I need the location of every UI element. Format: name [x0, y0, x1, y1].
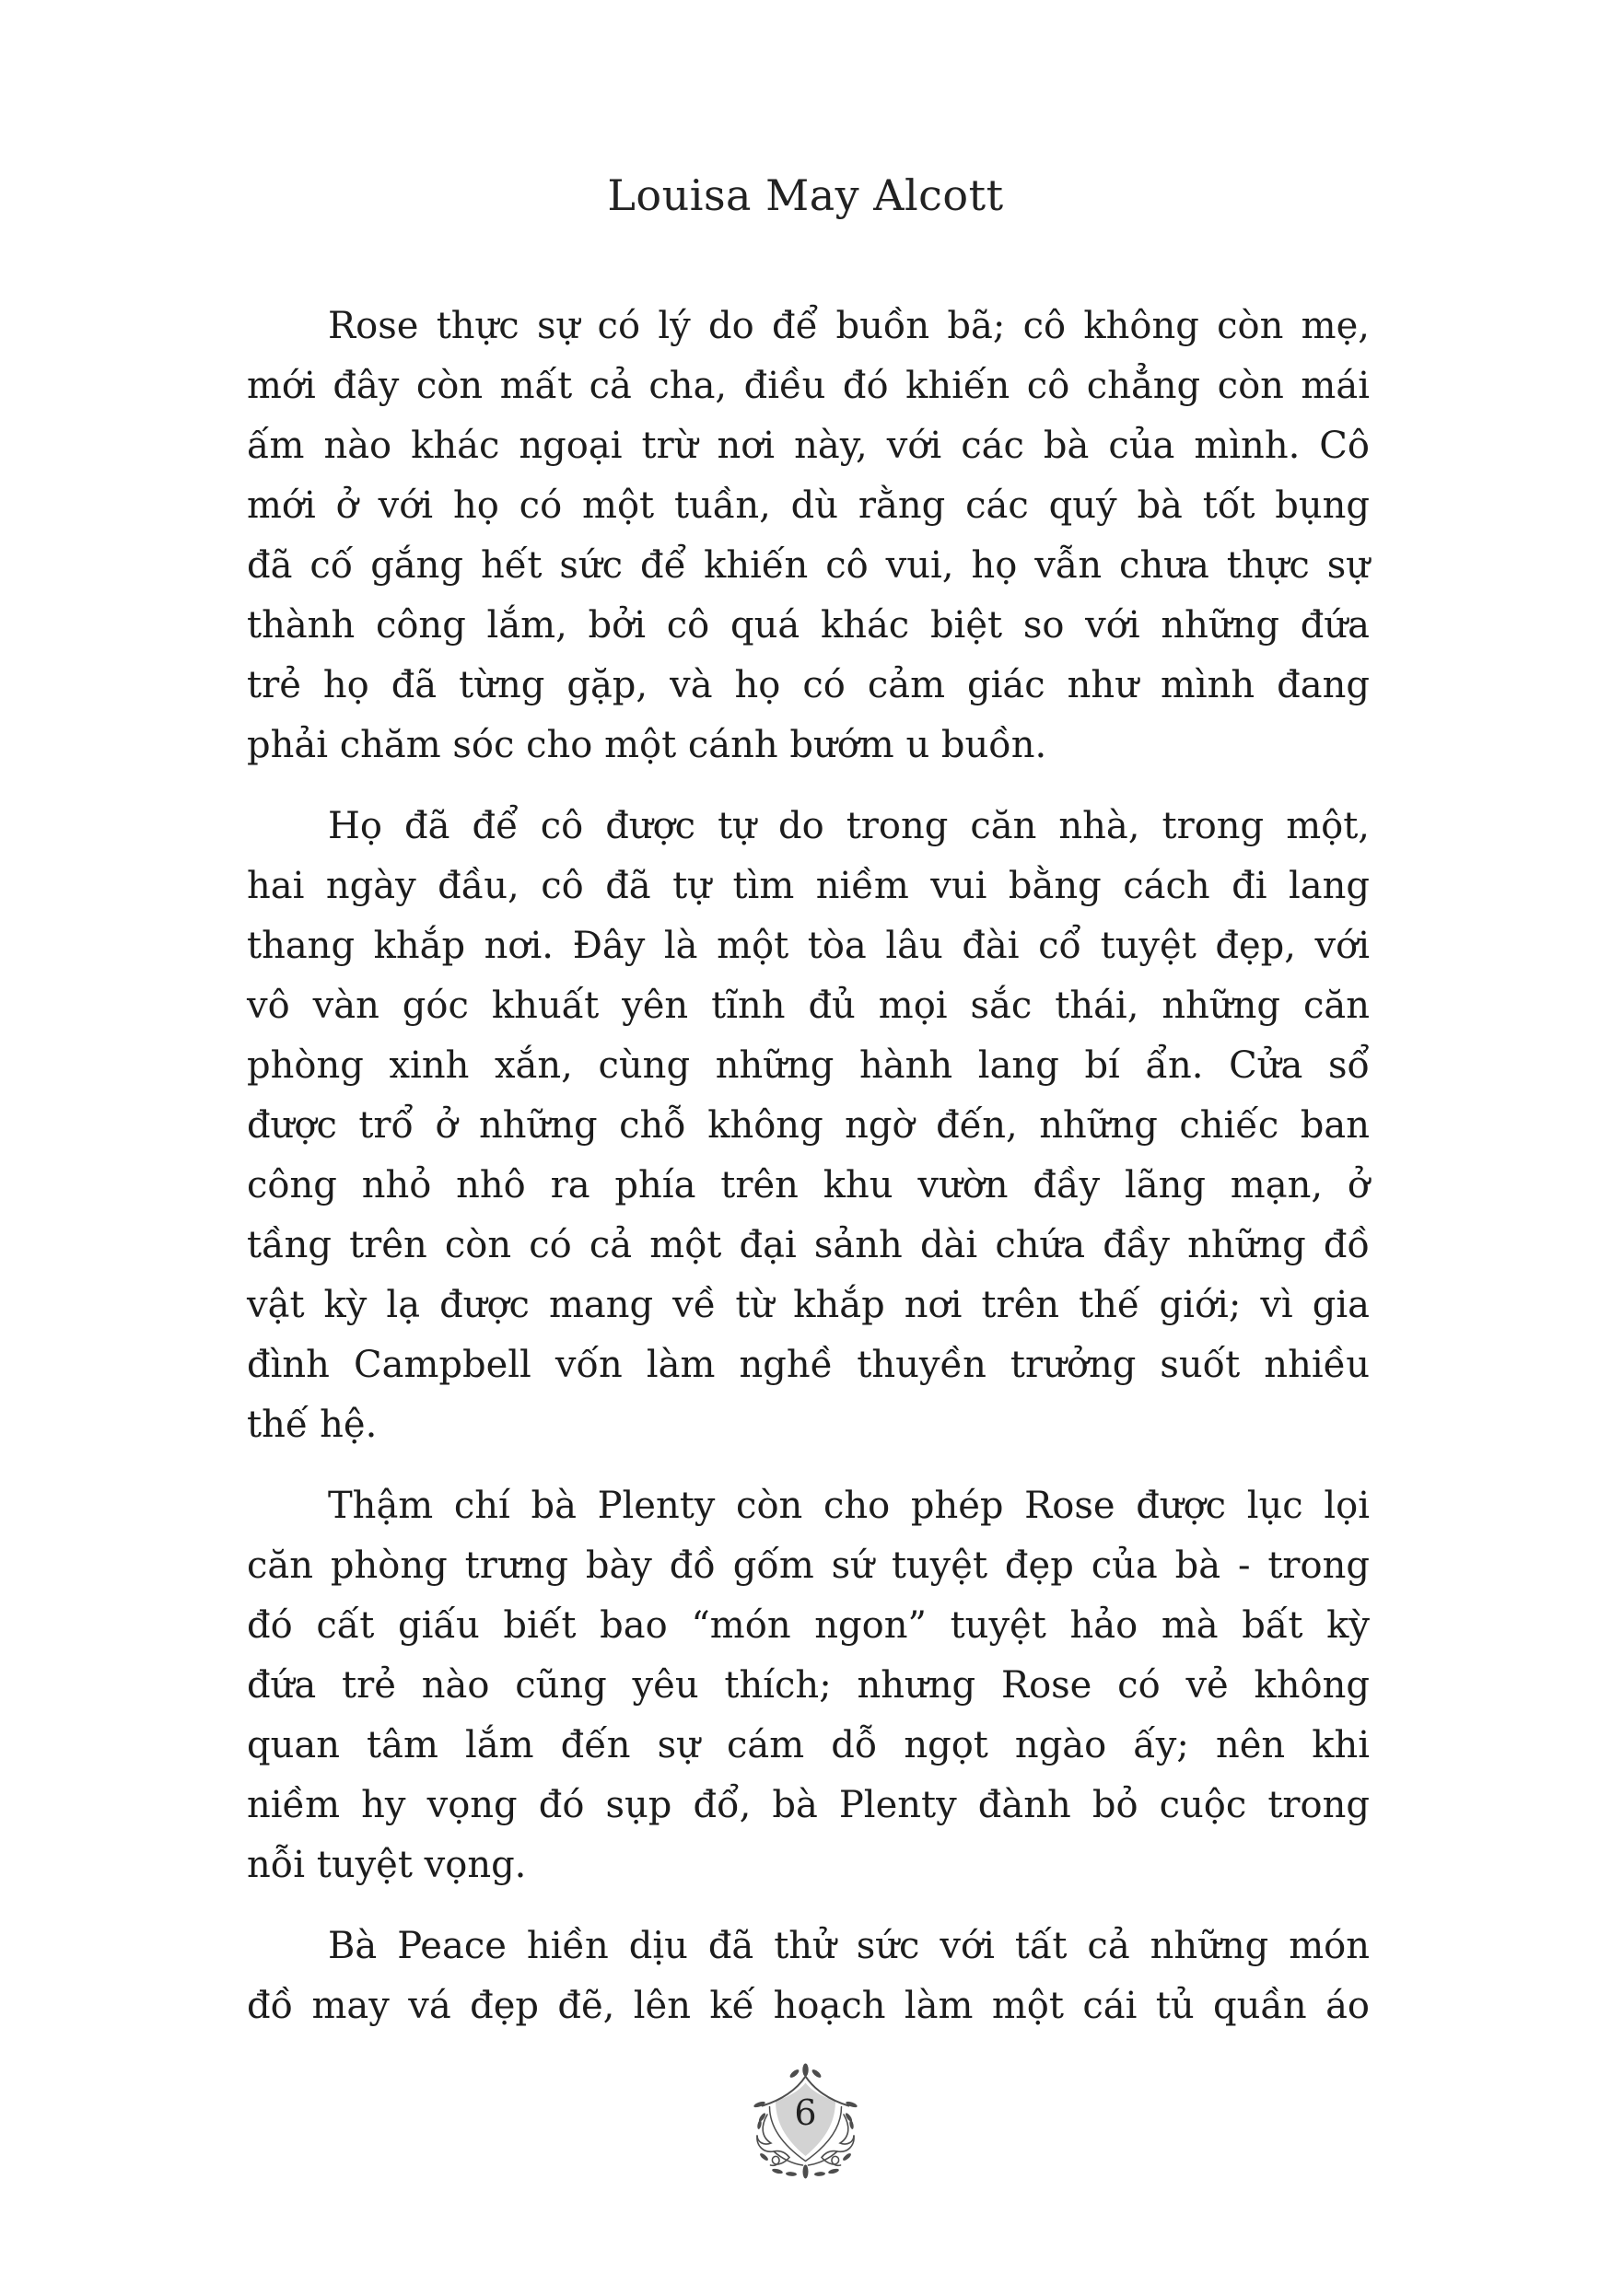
text-line: mới ở với họ có một tuần, dù rằng các quý bà tốt bụng	[247, 484, 1370, 527]
text-line: thế hệ.	[247, 1404, 378, 1446]
text-line: nỗi tuyệt vọng.	[247, 1844, 527, 1886]
text-line: đình Campbell vốn làm nghề thuyền trưởng suốt nhiều	[247, 1344, 1370, 1386]
text-line: hai ngày đầu, cô đã tự tìm niềm vui bằng cách đi lang	[247, 865, 1370, 907]
text-line: tầng trên còn có cả một đại sảnh dài chứa đầy những đồ	[247, 1224, 1370, 1266]
text-line: vật kỳ lạ được mang về từ khắp nơi trên thế giới; vì gia	[247, 1284, 1370, 1326]
page-title: Louisa May Alcott	[607, 170, 1004, 220]
paragraph	[247, 1917, 1370, 2036]
text-line: phải chăm sóc cho một cánh bướm u buồn.	[247, 724, 1047, 766]
paragraph	[247, 797, 1370, 1455]
text-line: thành công lắm, bởi cô quá khác biệt so với những đứa	[247, 604, 1370, 647]
text-line: công nhỏ nhô ra phía trên khu vườn đầy lãng mạn, ở	[247, 1164, 1370, 1206]
shield-laurel-icon	[750, 2063, 861, 2183]
article-body	[247, 297, 1370, 2057]
text-line: được trổ ở những chỗ không ngờ đến, những chiếc ban	[247, 1104, 1370, 1147]
text-line: quan tâm lắm đến sự cám dỗ ngọt ngào ấy; nên khi	[247, 1724, 1370, 1766]
paragraph	[247, 297, 1370, 775]
text-line: mới đây còn mất cả cha, điều đó khiến cô chẳng còn mái	[247, 365, 1370, 407]
text-line: đó cất giấu biết bao “món ngon” tuyệt hảo mà bất kỳ	[247, 1604, 1370, 1647]
text-line: niềm hy vọng đó sụp đổ, bà Plenty đành bỏ cuộc trong	[247, 1784, 1370, 1826]
text-line: ấm nào khác ngoại trừ nơi này, với các bà của mình. Cô	[247, 425, 1370, 467]
text-line: đã cố gắng hết sức để khiến cô vui, họ vẫn chưa thực sự	[247, 544, 1370, 587]
text-line: trẻ họ đã từng gặp, và họ có cảm giác như mình đang	[247, 664, 1370, 706]
page-number-ornament	[750, 2063, 861, 2183]
text-line: căn phòng trưng bày đồ gốm sứ tuyệt đẹp của bà - trong	[247, 1544, 1370, 1587]
paragraph	[247, 1476, 1370, 1895]
page-number: 6	[794, 2092, 817, 2133]
text-line: Rose thực sự có lý do để buồn bã; cô không còn mẹ,	[328, 305, 1370, 347]
text-line: thang khắp nơi. Đây là một tòa lâu đài cổ tuyệt đẹp, với	[247, 925, 1370, 967]
text-line: đồ may vá đẹp đẽ, lên kế hoạch làm một cái tủ quần áo	[247, 1985, 1370, 2027]
text-line: vô vàn góc khuất yên tĩnh đủ mọi sắc thái, những căn	[247, 985, 1370, 1027]
text-line: Họ đã để cô được tự do trong căn nhà, trong một,	[328, 805, 1370, 847]
text-line: phòng xinh xắn, cùng những hành lang bí ẩn. Cửa sổ	[247, 1044, 1370, 1087]
text-line: đứa trẻ nào cũng yêu thích; nhưng Rose có vẻ không	[247, 1664, 1370, 1707]
text-line: Bà Peace hiền dịu đã thử sức với tất cả những món	[328, 1925, 1370, 1967]
text-line: Thậm chí bà Plenty còn cho phép Rose được lục lọi	[328, 1485, 1370, 1527]
